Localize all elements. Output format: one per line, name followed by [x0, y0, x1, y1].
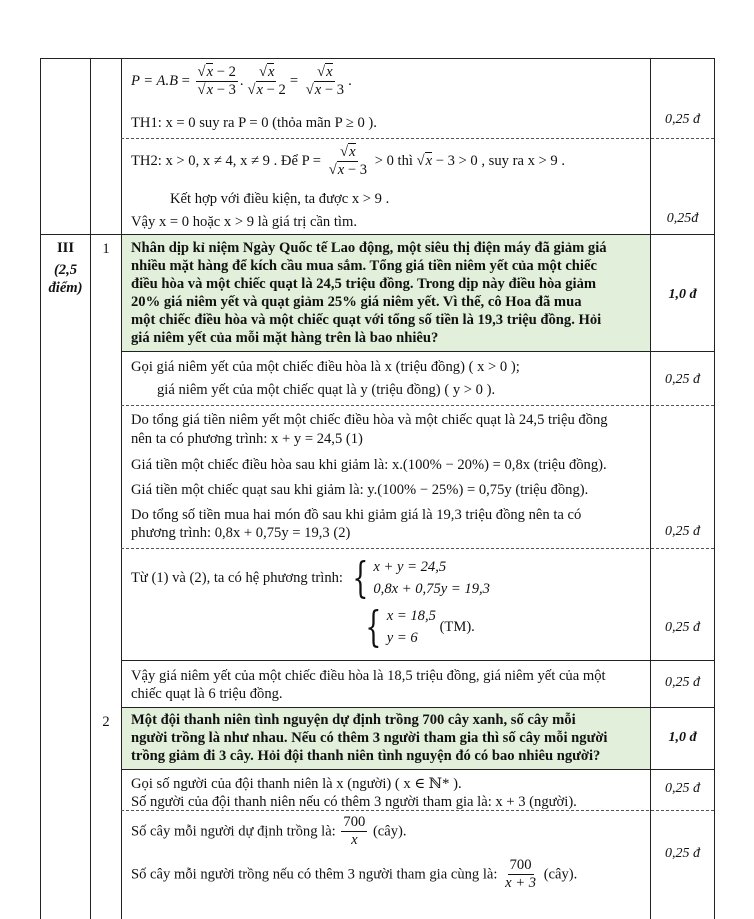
combine-text: Kết hợp với điều kiện, ta được x > 9 . — [170, 191, 390, 207]
p-formula-line: P = A.B = $\frac{√x - 2}{√x - 3}$ . $\frac{√x}{√x - 2}$ = $\frac{√x}{√x - 3}$ . — [131, 64, 352, 98]
p1-step-2-line: Do tổng số tiền mua hai món đồ sau khi giảm giá là 19,3 triệu đồng nên ta có — [131, 507, 582, 523]
table-divider-index — [121, 58, 122, 919]
row-border — [121, 351, 714, 352]
section-points: (2,5 — [53, 262, 78, 278]
row-divider — [121, 405, 714, 406]
problem-1-line: một chiếc điều hòa và một chiếc quạt với tổng số tiền là 19,3 triệu đồng. Hỏi — [131, 312, 602, 328]
p2-step-1-line: Gọi số người của đội thanh niên là x (người) ( x ∈ ℕ* ). — [131, 776, 462, 792]
problem-1-index: 1 — [102, 241, 110, 257]
section-number: III — [56, 240, 75, 256]
p1-conclusion-line: chiếc quạt là 6 triệu đồng. — [131, 686, 283, 702]
system-eq-1: x + y = 24,5 — [373, 559, 447, 575]
p1-solution-line: { x = 18,5 y = 6 (TM). — [365, 602, 475, 651]
p1-step-2-line: nên ta có phương trình: x + y = 24,5 (1) — [131, 431, 363, 447]
problem-1-line: Nhân dịp kỉ niệm Ngày Quốc tế Lao động, một siêu thị điện máy đã giảm giá — [131, 240, 607, 256]
top-conclusion: Vậy x = 0 hoặc x > 9 là giá trị cần tìm. — [131, 214, 357, 230]
problem-1-line: giá niêm yết của mỗi mặt hàng trên là bao nhiêu? — [131, 330, 439, 346]
problem-2-score: 1,0 đ — [668, 730, 697, 745]
problem-2-index: 2 — [102, 714, 110, 730]
table-border-right — [714, 58, 715, 919]
table-border-left — [40, 58, 41, 919]
score-top-2: 0,25đ — [666, 211, 699, 226]
row-border — [121, 769, 714, 770]
p1-step-2-line: phương trình: 0,8x + 0,75y = 19,3 (2) — [131, 525, 351, 541]
p1-step-2-score: 0,25 đ — [665, 524, 700, 539]
problem-1-line: 20% giá niêm yết và quạt giảm 25% giá niêm yết. Vì thế, cô Hoa đã mua — [131, 294, 582, 310]
row-divider — [121, 548, 714, 549]
problem-1-score: 1,0 đ — [668, 287, 697, 302]
problem-1-line: điều hòa và một chiếc quạt là 24,5 triệu đồng. Trong dịp này điều hòa giảm — [131, 276, 597, 292]
problem-1-line: nhiều mặt hàng để kích cầu mua sắm. Tổng giá tiền niêm yết của một chiếc — [131, 258, 597, 274]
problem-2-line: người trồng là như nhau. Nếu có thêm 3 người tham gia thì số cây mỗi người — [131, 730, 608, 746]
row-border — [121, 660, 714, 661]
score-top-1: 0,25 đ — [665, 112, 700, 127]
p1-step-2-line: Do tổng giá tiền niêm yết một chiếc điều hòa và một chiếc quạt là 24,5 triệu đồng — [131, 412, 608, 428]
solution-x: x = 18,5 — [386, 608, 436, 624]
case-1-text: TH1: x = 0 suy ra P = 0 (thỏa mãn P ≥ 0 ). — [131, 115, 377, 131]
p1-system-line: Từ (1) và (2), ta có hệ phương trình: { x + y = 24,5 0,8x + 0,75y = 19,3 — [131, 553, 490, 602]
p2-step-1-line: Số người của đội thanh niên nếu có thêm 3 người tham gia là: x + 3 (người). — [131, 794, 577, 810]
solution-y: y = 6 — [386, 630, 418, 646]
problem-2-line: trồng giảm đi 3 cây. Hỏi đội thanh niên tình nguyện đó có bao nhiêu người? — [131, 748, 601, 764]
row-divider — [121, 138, 714, 139]
p2-step-2-score: 0,25 đ — [665, 846, 700, 861]
row-divider — [121, 810, 714, 811]
p1-step-3-score: 0,25 đ — [665, 620, 700, 635]
p2-step-1-score: 0,25 đ — [665, 781, 700, 796]
p2-step-2-line-a: Số cây mỗi người dự định trồng là: $\frac{700}{x}$ (cây). — [131, 814, 407, 848]
problem-2-line: Một đội thanh niên tình nguyện dự định trồng 700 cây xanh, số cây mỗi — [131, 712, 576, 728]
p1-step-2-line: Giá tiền một chiếc điều hòa sau khi giảm là: x.(100% − 20%) = 0,8x (triệu đồng). — [131, 457, 607, 473]
p1-step-2-line: Giá tiền một chiếc quạt sau khi giảm là: y.(100% − 25%) = 0,75y (triệu đồng). — [131, 482, 589, 498]
p1-step-4-score: 0,25 đ — [665, 675, 700, 690]
p1-conclusion-line: Vậy giá niêm yết của một chiếc điều hòa là 18,5 triệu đồng, giá niêm yết của một — [131, 668, 606, 684]
table-top-border — [40, 58, 714, 59]
p1-step-1-line: Gọi giá niêm yết của một chiếc điều hòa là x (triệu đồng) ( x > 0 ); — [131, 359, 520, 375]
p1-step-1-score: 0,25 đ — [665, 372, 700, 387]
p2-step-2-line-b: Số cây mỗi người trồng nếu có thêm 3 người tham gia cùng là: $\frac{700}{x + 3}$ (cây). — [131, 857, 578, 891]
section-points-unit: điểm) — [48, 280, 83, 296]
case-2-text: TH2: x > 0, x ≠ 4, x ≠ 9 . Để P = $\frac{√x}{√x - 3}$ > 0 thì √x − 3 > 0 , suy ra x > 9 . — [131, 144, 566, 178]
p1-step-1-line: giá niêm yết của một chiếc quạt là y (triệu đồng) ( y > 0 ). — [157, 382, 496, 398]
system-eq-2: 0,8x + 0,75y = 19,3 — [373, 581, 490, 597]
table-divider-section — [90, 58, 91, 919]
